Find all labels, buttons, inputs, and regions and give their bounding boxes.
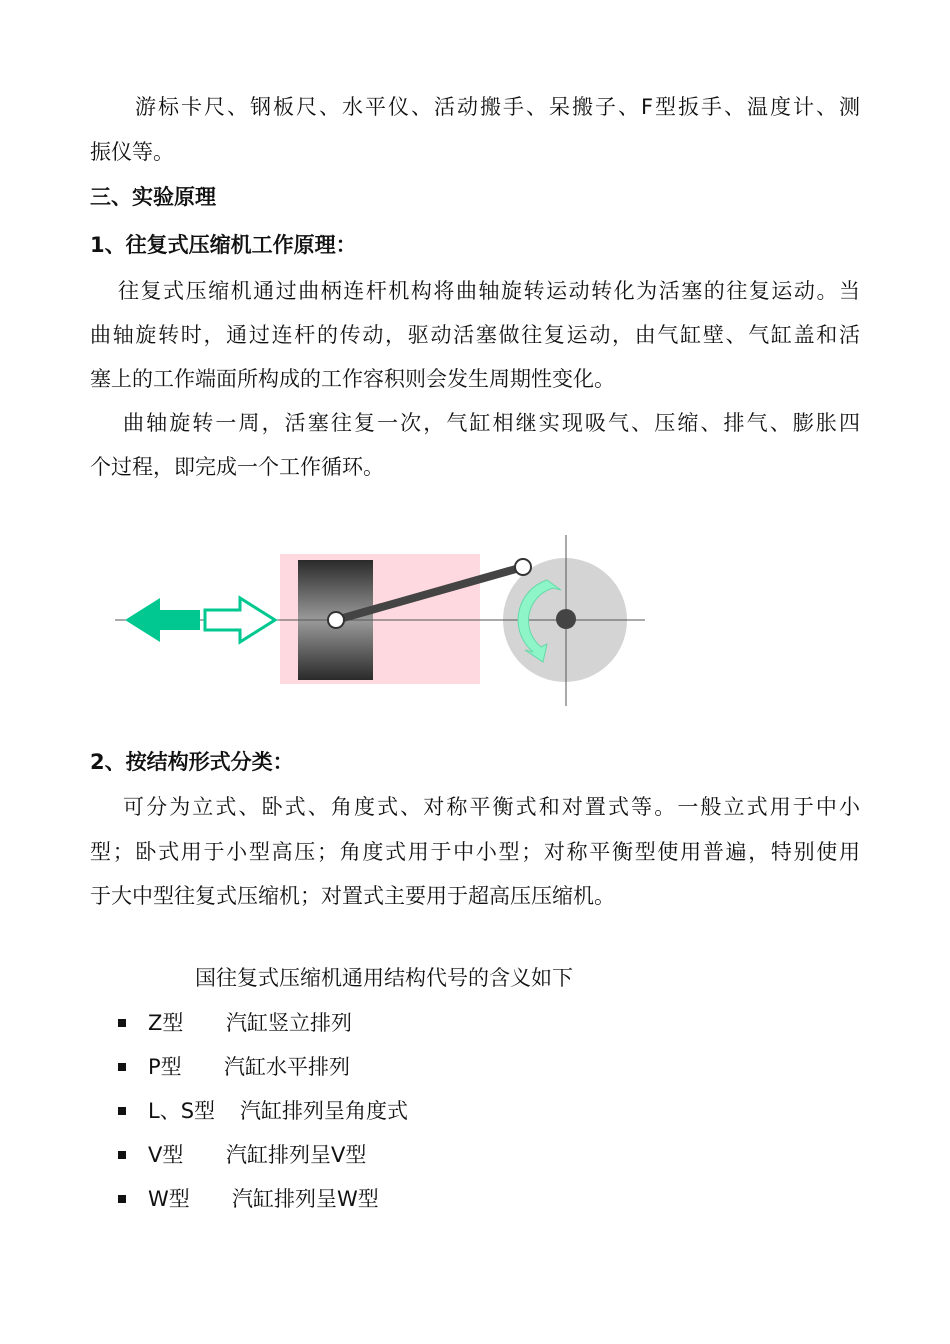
square-bullet-icon [118, 1019, 126, 1027]
section-heading-principle: 三、实验原理 [90, 185, 216, 209]
code-description: 汽缸水平排列 [224, 1055, 350, 1079]
paragraph-3-line-3: 于大中型往复式压缩机；对置式主要用于超高压压缩机。 [90, 884, 615, 908]
code-label: P型 [148, 1055, 182, 1079]
crank-mechanism-diagram [115, 530, 655, 710]
subheading-working-principle: 1、往复式压缩机工作原理： [90, 233, 357, 257]
crank-center [556, 609, 576, 629]
code-description: 汽缸排列呈角度式 [240, 1099, 408, 1123]
square-bullet-icon [118, 1151, 126, 1159]
paragraph-3-line-1: 可分为立式、卧式、角度式、对称平衡式和对置式等。一般立式用于中小 [123, 795, 860, 819]
code-label: V型 [148, 1143, 184, 1167]
tools-line-1: 游标卡尺、钢板尺、水平仪、活动搬手、呆搬子、F型扳手、温度计、测 [135, 95, 860, 119]
outline-right-arrow-icon [205, 598, 275, 642]
subheading-classification: 2、按结构形式分类： [90, 750, 294, 774]
code-description: 汽缸排列呈V型 [226, 1143, 367, 1167]
square-bullet-icon [118, 1107, 126, 1115]
code-intro: 国往复式压缩机通用结构代号的含义如下 [195, 966, 573, 990]
paragraph-2-line-2: 个过程，即完成一个工作循环。 [90, 455, 384, 479]
filled-left-arrow-icon [125, 598, 200, 642]
piston-pin [328, 612, 344, 628]
paragraph-1-line-3: 塞上的工作端面所构成的工作容积则会发生周期性变化。 [90, 367, 615, 391]
code-description: 汽缸竖立排列 [226, 1011, 352, 1035]
code-label: W型 [148, 1187, 190, 1211]
crank-pin [515, 559, 531, 575]
code-label: Z型 [148, 1011, 184, 1035]
paragraph-3-line-2: 型；卧式用于小型高压；角度式用于中小型；对称平衡型使用普遍，特别使用 [90, 840, 860, 864]
paragraph-1-line-1: 往复式压缩机通过曲柄连杆机构将曲轴旋转运动转化为活塞的往复运动。当 [118, 279, 860, 303]
paragraph-2-line-1: 曲轴旋转一周，活塞往复一次，气缸相继实现吸气、压缩、排气、膨胀四 [123, 411, 860, 435]
code-label: L、S型 [148, 1099, 216, 1123]
square-bullet-icon [118, 1195, 126, 1203]
code-description: 汽缸排列呈W型 [232, 1187, 379, 1211]
paragraph-1-line-2: 曲轴旋转时，通过连杆的传动，驱动活塞做往复运动，由气缸壁、气缸盖和活 [90, 323, 860, 347]
square-bullet-icon [118, 1063, 126, 1071]
tools-line-2: 振仪等。 [90, 140, 174, 164]
